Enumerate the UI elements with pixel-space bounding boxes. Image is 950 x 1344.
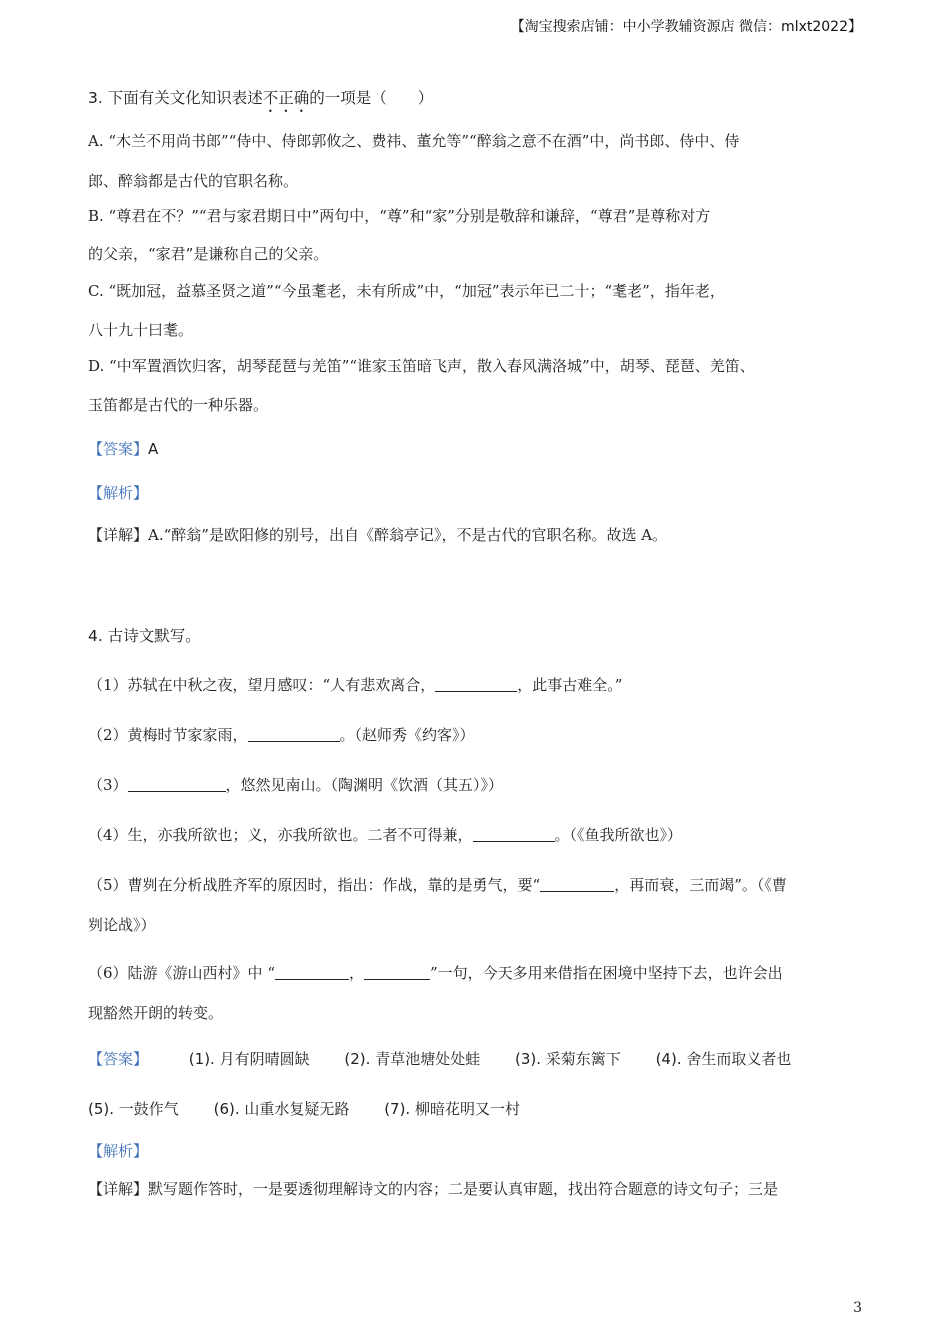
answer-num: (6).	[213, 1100, 240, 1118]
answer-text: 采菊东篱下	[545, 1050, 621, 1068]
q4-item-5-post: ，再而衰，三而竭”。（《曹	[614, 876, 787, 894]
q4-item-1-post: ，此事古难全。”	[517, 676, 623, 694]
q4-item-4-pre: （4）生，亦我所欲也；义，亦我所欲也。二者不可得兼，	[88, 826, 473, 844]
q4-item-3	[88, 774, 503, 795]
q4-item-3-pre: （3）	[88, 776, 128, 794]
q4-detail-label: 【详解】	[88, 1180, 149, 1198]
q4-item-4	[88, 824, 682, 845]
q4-stem-text: 古诗文默写。	[107, 627, 201, 645]
fill-blank	[275, 965, 349, 980]
q4-item-2-pre: （2）黄梅时节家家雨，	[88, 726, 248, 744]
answer-text: 一鼓作气	[118, 1100, 179, 1118]
q4-item-2	[88, 724, 475, 745]
q3-answer-label: 【答案】	[88, 440, 149, 458]
answer-num: (3).	[514, 1050, 541, 1068]
q4-item-5	[88, 874, 787, 895]
answer-num: (1).	[188, 1050, 215, 1068]
answer-num: (4).	[655, 1050, 682, 1068]
answer-num: (2).	[344, 1050, 371, 1068]
q4-detail-text: 默写题作答时，一是要透彻理解诗文的内容；二是要认真审题，找出符合题意的诗文句子；三是	[148, 1180, 779, 1198]
fill-blank	[128, 777, 226, 792]
page-header: 【淘宝搜索店铺：中小学教辅资源店 微信：mlxt2022】	[510, 19, 862, 35]
q4-item-1-pre: （1）苏轼在中秋之夜，望月感叹：“人有悲欢离合，	[88, 676, 436, 694]
q3-option-c-line1: C. “既加冠，益慕圣贤之道”“今虽耄老，未有所成”中，“加冠”表示年已二十；“耄老”，指年老，	[88, 282, 725, 300]
answer-item	[88, 1098, 179, 1119]
q4-item-6-mid: ，	[348, 964, 364, 982]
q4-item-6	[88, 962, 783, 983]
q4-answer-label: 【答案】	[88, 1050, 149, 1068]
q3-detail-label: 【详解】	[88, 526, 149, 544]
fill-blank	[248, 727, 340, 742]
q4-item-6-pre: （6）陆游《游山西村》中 “	[88, 964, 275, 982]
q4-detail	[88, 1178, 778, 1199]
q3-option-d-line1: D. “中军置酒饮归客，胡琴琵琶与羌笛”“谁家玉笛暗飞声，散入春风满洛城”中，胡琴、琵琶、羌笛、	[88, 357, 755, 375]
answer-item	[214, 1098, 350, 1119]
answer-text: 柳暗花明又一村	[414, 1100, 520, 1118]
q4-stem	[88, 624, 201, 646]
q4-item-6-line2: 现豁然开朗的转变。	[88, 1004, 224, 1022]
q3-detail	[88, 524, 667, 545]
q4-answer-line2	[88, 1098, 550, 1119]
q3-option-b-line2: 的父亲，“家君”是谦称自己的父亲。	[88, 245, 329, 263]
q3-number: 3.	[88, 89, 103, 107]
q3-stem-emph: 不正确	[262, 89, 310, 107]
q3-detail-text: A.“醉翁”是欧阳修的别号，出自《醉翁亭记》，不是古代的官职名称。故选 A。	[148, 526, 668, 544]
q3-option-a-line2: 郎、醉翁都是古代的官职名称。	[88, 172, 299, 190]
q3-option-d-line2: 玉笛都是古代的一种乐器。	[88, 396, 269, 414]
q3-stem-pre: 下面有关文化知识表述	[107, 89, 263, 107]
answer-item	[515, 1048, 621, 1069]
q4-item-5-line2: 刿论战》）	[88, 916, 156, 934]
answer-text: 月有阴晴圆缺	[219, 1050, 310, 1068]
q4-analysis-label: 【解析】	[88, 1142, 149, 1160]
q3-option-a-line1: A. “木兰不用尚书郎”“侍中、侍郎郭攸之、费祎、董允等”“醉翁之意不在酒”中，尚书郎、侍中、侍	[88, 132, 740, 150]
answer-item	[344, 1048, 480, 1069]
q4-item-2-post: 。（赵师秀《约客》）	[339, 726, 475, 744]
q4-answer-line1	[88, 1048, 791, 1069]
answer-num: (7).	[384, 1100, 411, 1118]
fill-blank	[473, 827, 555, 842]
q4-item-6-post: ”一句，今天多用来借指在困境中坚持下去，也许会出	[430, 964, 783, 982]
answer-num: (5).	[88, 1100, 115, 1118]
q4-item-4-post: 。（《鱼我所欲也》）	[554, 826, 683, 844]
q3-answer	[88, 438, 158, 459]
q3-stem-post: 的一项是（ ）	[309, 89, 434, 107]
fill-blank	[540, 877, 614, 892]
q3-option-c-line2: 八十九十曰耄。	[88, 321, 194, 339]
answer-text: 山重水复疑无路	[244, 1100, 350, 1118]
q4-item-1	[88, 674, 622, 695]
q4-number: 4.	[88, 627, 103, 645]
q4-item-3-post: ，悠然见南山。（陶渊明《饮酒（其五）》）	[225, 776, 504, 794]
fill-blank	[364, 965, 430, 980]
answer-item	[656, 1048, 792, 1069]
q3-stem	[88, 86, 433, 116]
answer-item	[384, 1098, 520, 1119]
q3-analysis-label: 【解析】	[88, 484, 149, 502]
q3-option-b-line1: B. “尊君在不？”“君与家君期日中”两句中，“尊”和“家”分别是敬辞和谦辞，“尊君”是尊称对方	[88, 207, 711, 225]
page-number: 3	[853, 1300, 862, 1316]
answer-item	[189, 1048, 310, 1069]
q3-answer-value: A	[148, 440, 159, 458]
fill-blank	[435, 677, 517, 692]
answer-text: 青草池塘处处蛙	[375, 1050, 481, 1068]
q4-item-5-pre: （5）曹刿在分析战胜齐军的原因时，指出：作战，靠的是勇气，要“	[88, 876, 541, 894]
answer-text: 舍生而取义者也	[686, 1050, 792, 1068]
